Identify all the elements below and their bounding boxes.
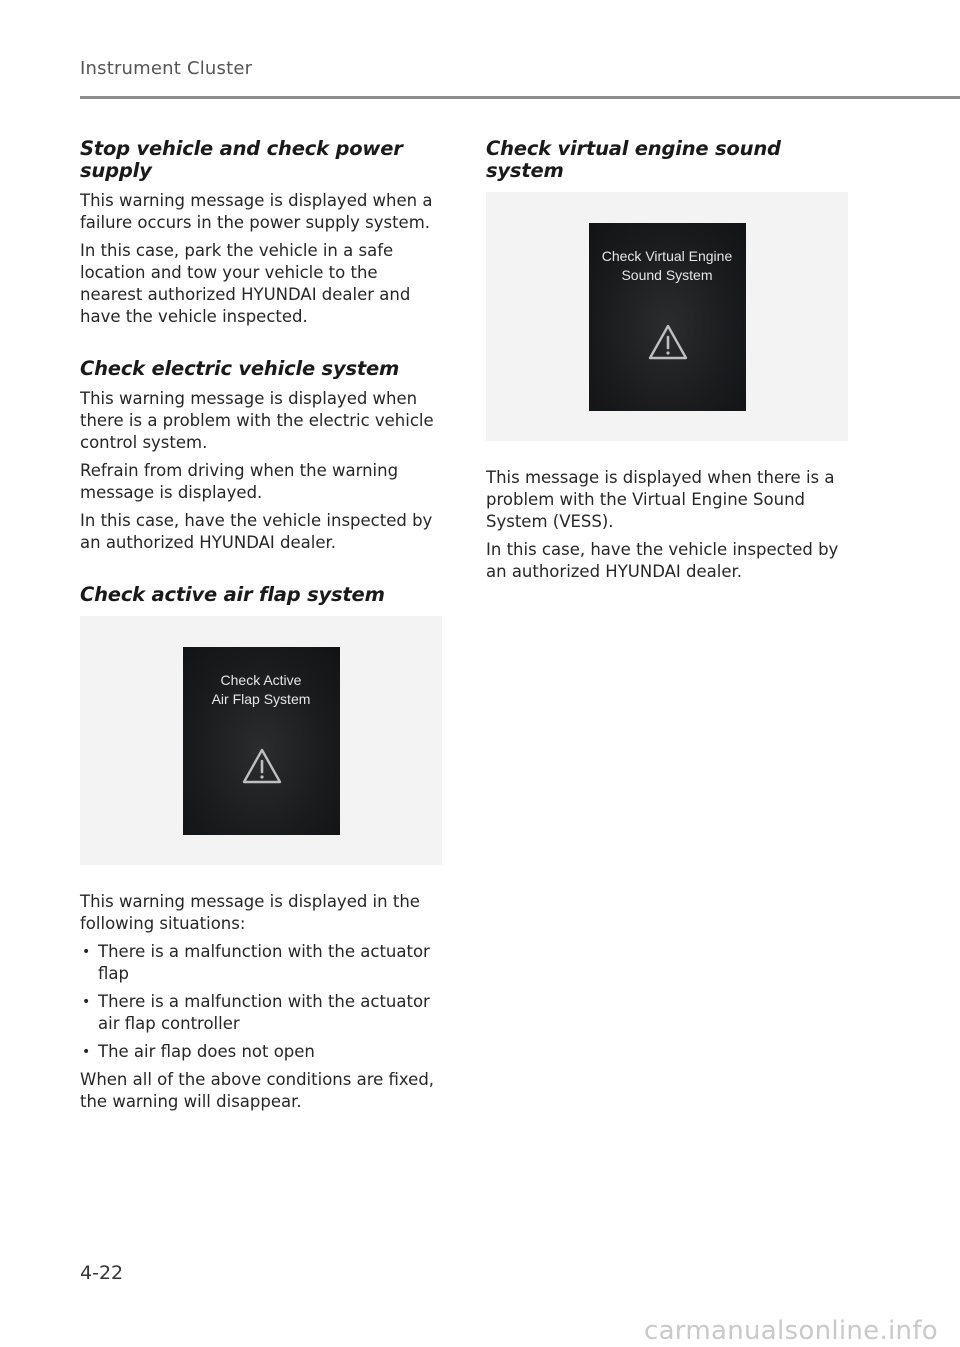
- screen-message: Check Virtual Engine Sound System: [601, 247, 733, 283]
- cluster-display-figure: [486, 192, 848, 441]
- paragraph: This warning message is displayed when a failure occurs in the power supply system.: [80, 191, 433, 232]
- screen-message: Check Active Air Flap System: [211, 671, 311, 707]
- section-power-supply: [80, 138, 442, 328]
- paragraph: This warning message is displayed when there is a problem with the electric vehicle control system.: [80, 389, 434, 452]
- list-item: • The air flap does not open: [80, 1041, 442, 1063]
- section-active-air-flap: [80, 584, 442, 1113]
- paragraph: Refrain from driving when the warning message is displayed.: [80, 461, 399, 502]
- heading-active-air-flap: Check active air flap system: [80, 583, 385, 606]
- paragraph: When all of the above conditions are fixed, the warning will disappear.: [80, 1070, 435, 1111]
- list-item: • There is a malfunction with the actuator air flap controller: [80, 991, 442, 1035]
- cluster-screen: [183, 647, 340, 835]
- warning-triangle-icon: [647, 323, 689, 361]
- cluster-screen: [589, 223, 746, 411]
- list-item: • There is a malfunction with the actuator flap: [80, 941, 442, 985]
- paragraph: This warning message is displayed in the following situations:: [80, 892, 420, 933]
- condition-list: [80, 941, 442, 1063]
- cluster-display-figure: [80, 616, 442, 865]
- page-number: 4-22: [80, 1262, 124, 1284]
- heading-virtual-engine-sound: Check virtual engine sound system: [486, 137, 781, 182]
- left-column: [80, 138, 442, 1119]
- page-header-title: Instrument Cluster: [80, 58, 253, 79]
- paragraph: In this case, park the vehicle in a safe location and tow your vehicle to the nearest authorized HYUNDAI dealer and have the vehicle inspected.: [80, 241, 411, 326]
- warning-triangle-icon: [241, 747, 283, 785]
- watermark: carmanualsonline.info: [643, 1316, 938, 1346]
- paragraph: This message is displayed when there is a problem with the Virtual Engine Sound System (VESS).: [486, 468, 835, 531]
- header-divider: [80, 96, 960, 99]
- paragraph: In this case, have the vehicle inspected by an authorized HYUNDAI dealer.: [486, 540, 839, 581]
- right-column: [486, 138, 848, 589]
- section-virtual-engine-sound: [486, 138, 848, 583]
- section-electric-vehicle-system: [80, 358, 442, 554]
- paragraph: In this case, have the vehicle inspected by an authorized HYUNDAI dealer.: [80, 511, 433, 552]
- heading-electric-vehicle-system: Check electric vehicle system: [80, 357, 400, 380]
- heading-power-supply: Stop vehicle and check power supply: [80, 137, 403, 182]
